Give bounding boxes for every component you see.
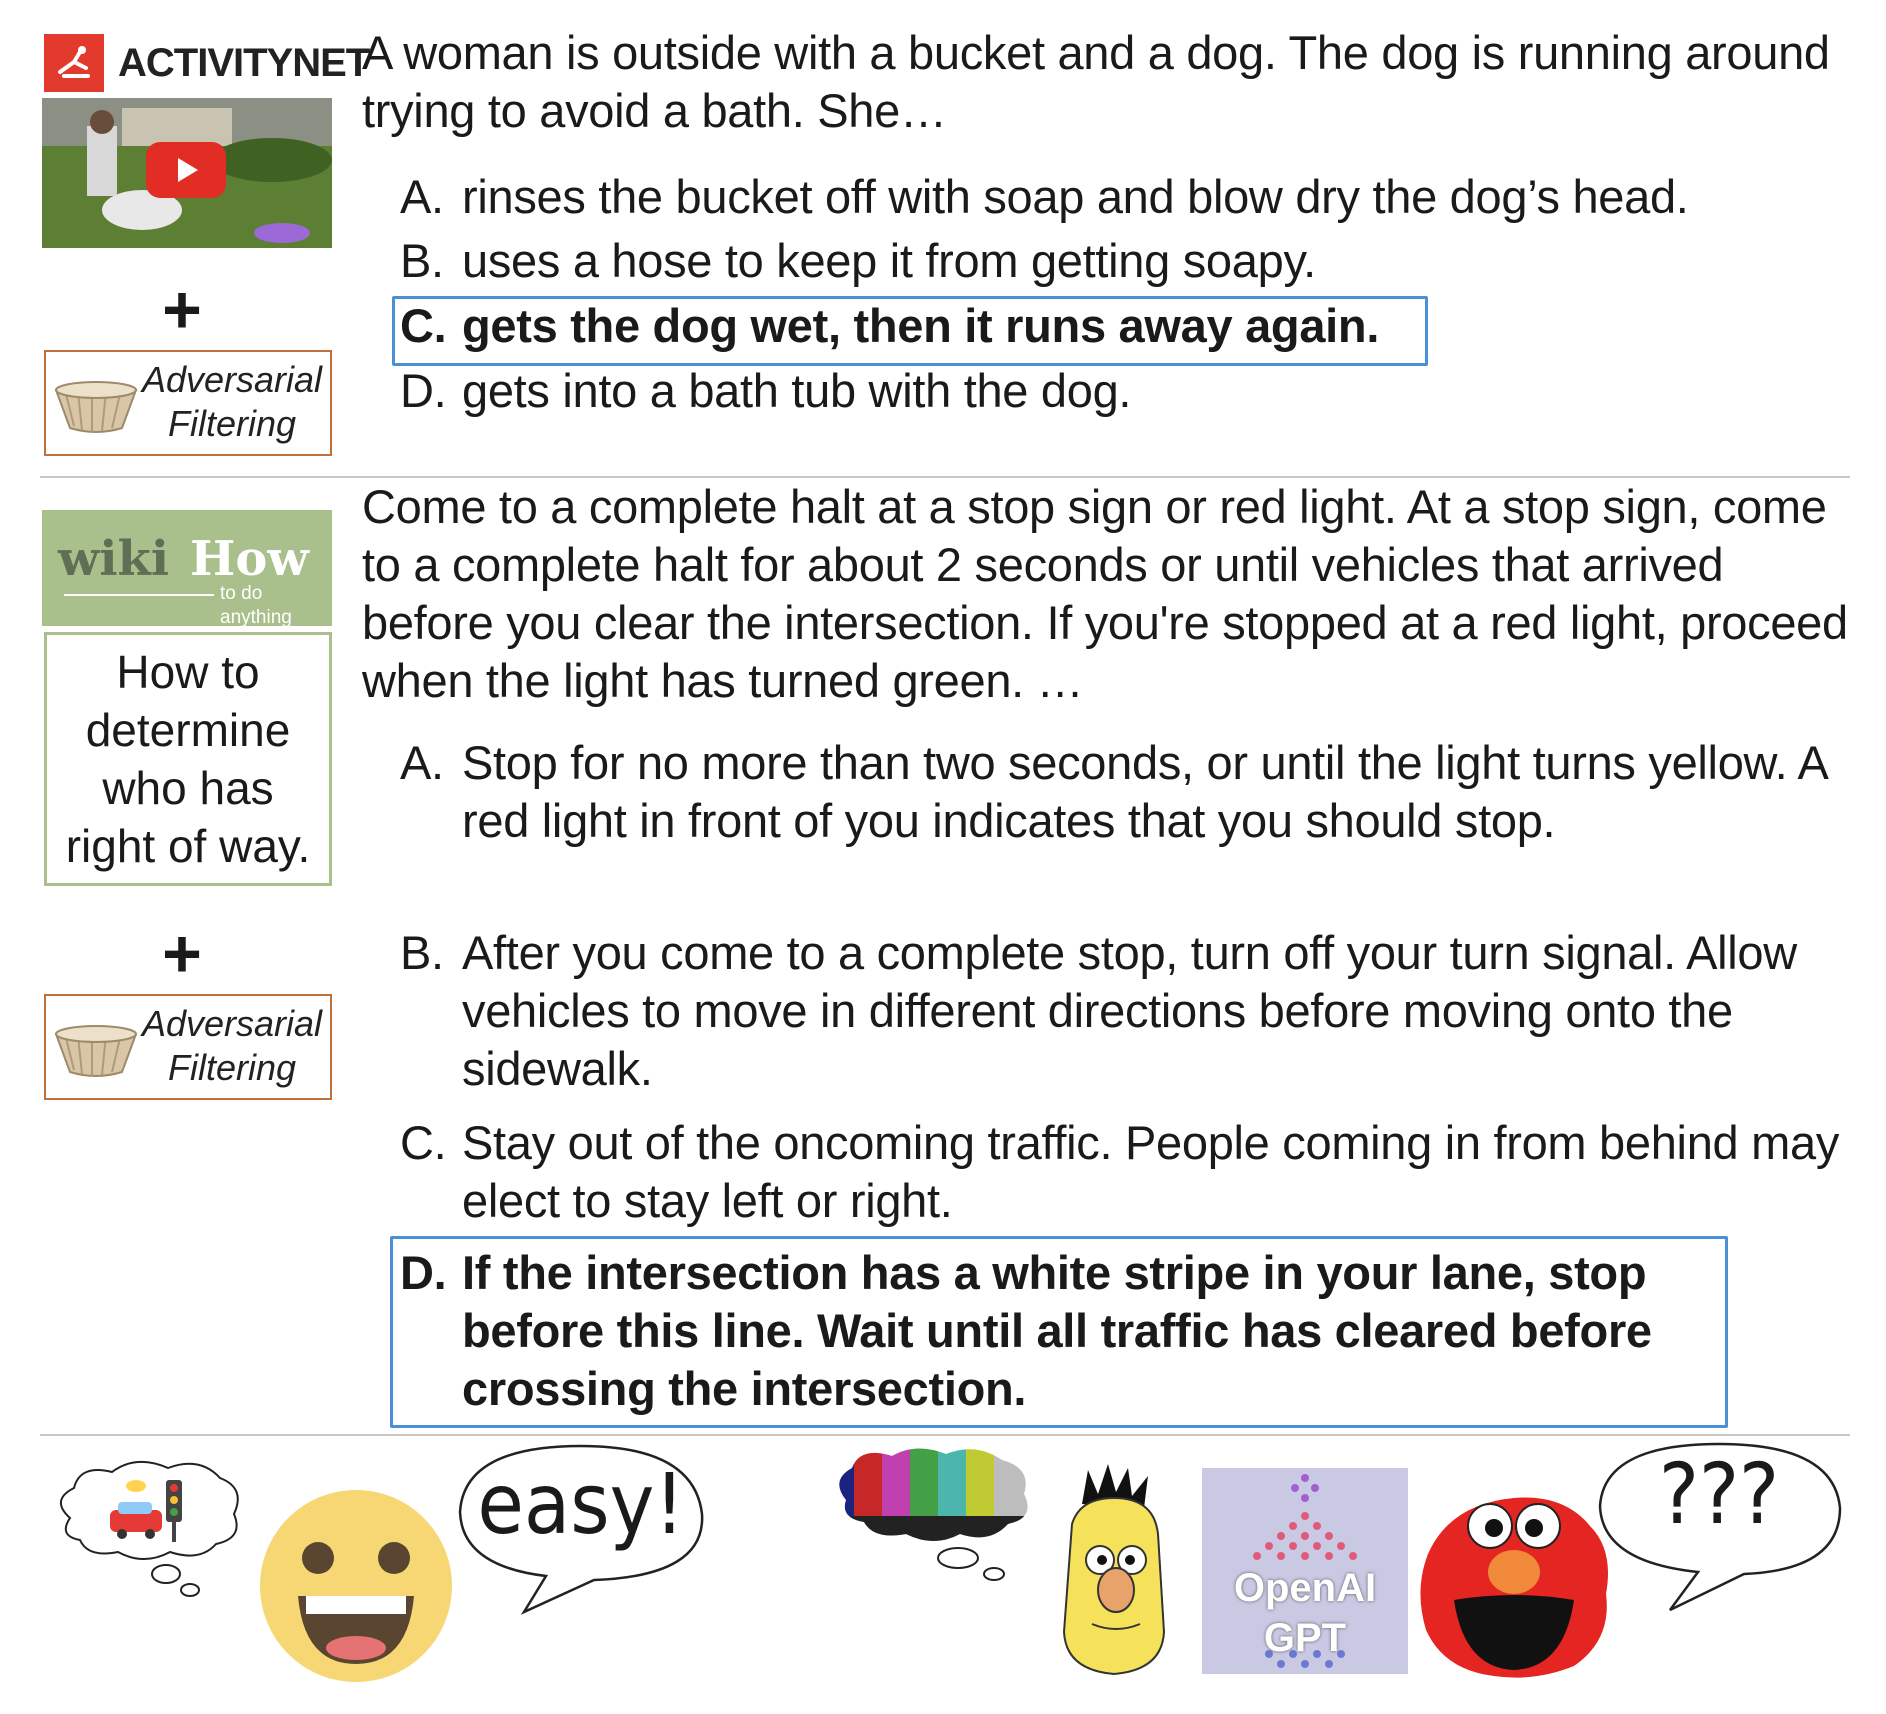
- choice-d: [400, 1244, 1762, 1418]
- plus-sign: +: [162, 272, 202, 348]
- choice-letter: A.: [400, 736, 444, 789]
- adv-label-line1: Adversarial: [141, 359, 323, 400]
- openai-logo-line2: GPT: [1263, 1616, 1347, 1660]
- openai-gpt-logo: [1202, 1468, 1408, 1674]
- adv-label-line2: Filtering: [167, 403, 297, 444]
- choice-letter: D.: [400, 1246, 447, 1299]
- activitynet-logo: [44, 30, 370, 94]
- choice-a: [400, 734, 1886, 850]
- wikihow-logo-rule: [64, 594, 214, 596]
- adversarial-filtering-label: [134, 358, 330, 446]
- video-thumbnail: [42, 98, 332, 248]
- play-icon[interactable]: [146, 142, 226, 198]
- choice-letter: A.: [400, 170, 444, 223]
- filter-cup-icon: [52, 1016, 140, 1080]
- choice-letter: C.: [400, 1116, 447, 1169]
- choice-text: gets into a bath tub with the dog.: [462, 364, 1132, 417]
- activitynet-logo-text: ACTIVITYNET: [118, 41, 370, 85]
- activitynet-logo-icon: [44, 34, 104, 92]
- tv-static-thought-bubble: [826, 1440, 1046, 1600]
- wikihow-logo-tagline: to do anything: [220, 583, 292, 628]
- choice-b: [400, 232, 1886, 290]
- openai-logo-line1: OpenAI: [1233, 1566, 1377, 1610]
- wikihow-logo-wiki: wiki: [58, 531, 170, 587]
- choice-letter: B.: [400, 234, 444, 287]
- confused-text: ???: [1658, 1445, 1780, 1543]
- choice-text: After you come to a complete stop, turn off your turn signal. Allow vehicles to move in different directions before moving onto the sidewalk.: [462, 926, 1797, 1095]
- wikihow-question: How to determine who has right of way.: [65, 646, 311, 872]
- choice-a: [400, 168, 1886, 226]
- adversarial-filtering-box: [44, 350, 332, 456]
- choice-c: [400, 297, 1886, 355]
- elmo-character-icon: [1414, 1490, 1614, 1680]
- choice-text: rinses the bucket off with soap and blow dry the dog’s head.: [462, 170, 1689, 223]
- adversarial-filtering-box: [44, 994, 332, 1100]
- grinning-face-icon: [258, 1488, 454, 1684]
- choice-letter: B.: [400, 926, 444, 979]
- adv-label-line1: Adversarial: [141, 1003, 323, 1044]
- choice-letter: C.: [400, 299, 447, 352]
- easy-text: easy!: [477, 1455, 685, 1553]
- wikihow-question-box: [44, 632, 332, 886]
- context-text: Come to a complete halt at a stop sign or red light. At a stop sign, come to a complete halt for about 2 seconds or until vehicles that arrived before you clear the intersection. If you're stopped at a red light, proceed when the light has turned green. …: [362, 480, 1848, 707]
- filter-cup-icon: [52, 372, 140, 436]
- choice-text: If the intersection has a white stripe in your lane, stop before this line. Wait until all traffic has cleared before crossing the intersection.: [462, 1246, 1652, 1415]
- bert-character-icon: [1052, 1464, 1176, 1684]
- adv-label-line2: Filtering: [167, 1047, 297, 1088]
- choice-b: [400, 924, 1886, 1098]
- plus-sign: +: [162, 916, 202, 992]
- adversarial-filtering-label: [134, 1002, 330, 1090]
- wikihow-logo-how: How: [190, 531, 309, 587]
- section-divider: [40, 1434, 1850, 1436]
- choice-text: gets the dog wet, then it runs away again.: [462, 299, 1380, 352]
- confused-speech-bubble: [1594, 1440, 1844, 1614]
- wikihow-logo: [42, 510, 332, 626]
- choice-letter: D.: [400, 364, 447, 417]
- choice-c: [400, 1114, 1886, 1230]
- choice-text: Stop for no more than two seconds, or until the light turns yellow. A red light in front of you indicates that you should stop.: [462, 736, 1826, 847]
- context-text: A woman is outside with a bucket and a dog. The dog is running around trying to avoid a bath. She…: [362, 26, 1830, 137]
- choice-d: [400, 362, 1886, 420]
- easy-speech-bubble: [454, 1440, 708, 1618]
- choice-text: uses a hose to keep it from getting soapy.: [462, 234, 1316, 287]
- choice-text: Stay out of the oncoming traffic. People coming in from behind may elect to stay left or right.: [462, 1116, 1840, 1227]
- traffic-thought-bubble: [40, 1448, 250, 1608]
